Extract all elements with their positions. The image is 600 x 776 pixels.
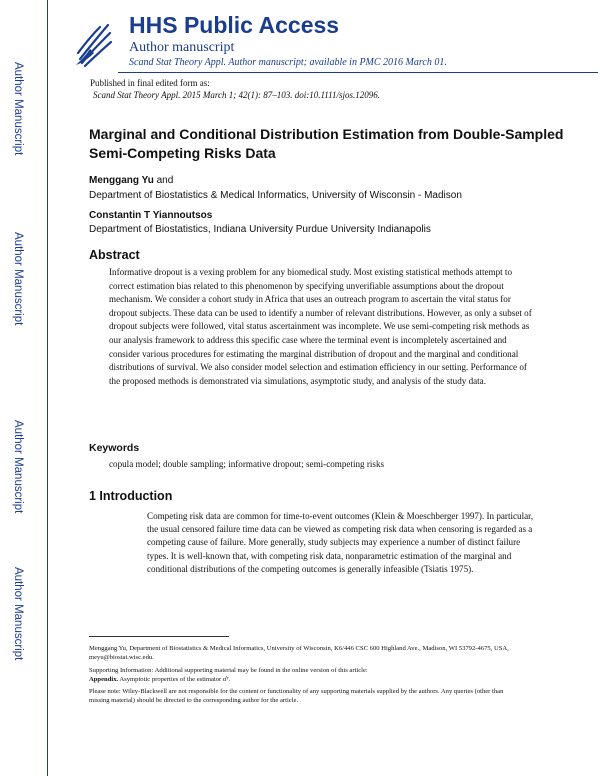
author-2-name: Constantin T Yiannoutsos [89, 210, 213, 221]
author-manuscript-sidebar [0, 0, 60, 776]
author-1-name: Menggang Yu [89, 175, 154, 186]
author-2-affiliation: Department of Biostatistics, Indiana University Purdue University Indianapolis [89, 224, 431, 235]
sidebar-label-1: Author Manuscript [12, 62, 24, 156]
introduction-text: Competing risk data are common for time-to-event outcomes (Klein & Moeschberger 1997). In particular, the usual censored failure time data can be viewed as competing risk data when censoring is regarded as a competing cause of failure. More generally, study subjects may experience a number of distinct failure types. It is well-known that, with competing risk data, nonparametric estimation of the marginal and conditional distributions of the competing outcomes is generally infeasible (Tsiatis 1975). [147, 511, 534, 574]
published-citation: Scand Stat Theory Appl. 2015 March 1; 42(1): 87–103. doi:10.1111/sjos.12096. [93, 90, 380, 100]
hhs-eagle-logo-icon [74, 19, 114, 69]
author-2 [89, 210, 212, 221]
header-citation: Scand Stat Theory Appl. Author manuscript; available in PMC 2016 March 01. [129, 57, 447, 68]
header-rule [118, 72, 598, 73]
keywords-text: copula model; double sampling; informative dropout; semi-competing risks [109, 459, 385, 469]
sidebar-label-2: Author Manuscript [12, 232, 24, 326]
footnote-appendix [89, 675, 519, 684]
published-in-label: Published in final edited form as: [90, 78, 210, 88]
sidebar-rule [47, 0, 48, 776]
abstract-text: Informative dropout is a vexing problem for any biomedical study. Most existing statistical methods attempt to correct estimation bias related to this phenomenon by specifying unverifiable assumptions about the dropout mechanism. We consider a cohort study in Africa that uses an outreach program to ascertain the vital status for dropout subjects. These data can be used to identify a number of relevant distributions. However, as only a subset of dropout subjects were followed, vital status ascertainment was incomplete. We use semi-competing risk methods as our analysis framework to address this specific case where the terminal event is incompletely ascertained and consider various procedures for estimating the marginal distribution of dropout and the marginal and conditional distributions of survival. We also consider model selection and estimation efficiency in our setting. Performance of the proposed methods is demonstrated via simulations, asymptotic study, and analysis of the study data. [109, 267, 532, 386]
footnote-rule [89, 636, 229, 637]
footnote-appendix-text: Asymptotic properties of the estimator α̂ᵀ. [118, 676, 231, 683]
article-title: Marginal and Conditional Distribution Estimation from Double-Sampled Semi-Competing Risks Data [89, 126, 564, 161]
author-1 [89, 175, 173, 186]
hhs-public-access-title: HHS Public Access [129, 12, 340, 38]
sidebar-label-4: Author Manuscript [12, 567, 24, 661]
footnote-disclaimer: Please note: Wiley-Blackwell are not responsible for the content or functionality of any supporting materials supplied by the authors. Any queries (other than missing material) should be directed to the corresponding author for the article. [89, 688, 504, 704]
author-manuscript-subtitle: Author manuscript [129, 40, 235, 55]
sidebar-label-3: Author Manuscript [12, 420, 24, 514]
author-1-affiliation: Department of Biostatistics & Medical Informatics, University of Wisconsin - Madison [89, 190, 462, 201]
keywords-heading: Keywords [89, 442, 140, 454]
footnote-supporting-info: Supporting Information: Additional supporting material may be found in the online version of this article: [89, 667, 368, 674]
abstract-heading: Abstract [89, 248, 140, 262]
footnote-corresponding-author: Menggang Yu, Department of Biostatistics & Medical Informatics, University of Wisconsin, K6/446 CSC 600 Highland Ave., Madison, WI 53792-4675, USA, meyu@biostat.wisc.edu. [89, 645, 509, 661]
author-and: and [153, 175, 174, 186]
footnote-appendix-label: Appendix. [89, 676, 119, 683]
introduction-heading: 1 Introduction [89, 489, 173, 503]
